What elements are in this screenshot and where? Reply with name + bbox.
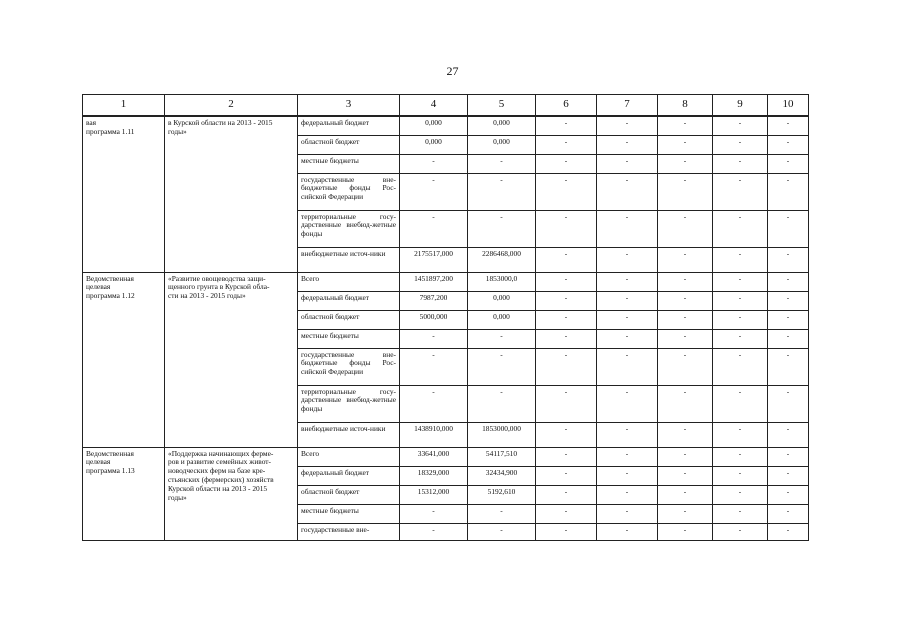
value-cell-empty: - [658,504,713,523]
value-cell-empty: - [713,247,768,272]
value-cell-v5: - [468,504,536,523]
value-cell-empty: - [768,272,809,291]
program-code-cell: вая программа 1.11 [83,116,165,272]
value-cell-v5: 32434,900 [468,466,536,485]
value-cell-empty: - [768,466,809,485]
value-cell-empty: - [768,210,809,247]
value-cell-v5: - [468,348,536,385]
value-cell-v5: - [468,329,536,348]
value-cell-v4: 2175517,000 [400,247,468,272]
column-header: 8 [658,95,713,117]
value-cell-empty: - [713,523,768,540]
value-cell-empty: - [536,154,597,173]
value-cell-empty: - [713,210,768,247]
value-cell-empty: - [658,272,713,291]
value-cell-empty: - [536,447,597,466]
value-cell-v5: - [468,523,536,540]
value-cell-v5: - [468,210,536,247]
value-cell-empty: - [536,348,597,385]
value-cell-empty: - [658,116,713,135]
value-cell-empty: - [658,329,713,348]
value-cell-empty: - [713,485,768,504]
value-cell-empty: - [658,466,713,485]
table-body [83,116,809,540]
value-cell-empty: - [536,523,597,540]
value-cell-empty: - [597,447,658,466]
value-cell-v4: - [400,523,468,540]
value-cell-empty: - [768,116,809,135]
value-cell-v4: - [400,173,468,210]
value-cell-empty: - [597,272,658,291]
column-header: 7 [597,95,658,117]
value-cell-empty: - [658,310,713,329]
funding-source-cell: местные бюджеты [298,504,400,523]
value-cell-v4: 33641,000 [400,447,468,466]
program-name-cell: в Курской области на 2013 - 2015 годы» [165,116,298,272]
funding-source-cell: государственные вне- [298,523,400,540]
value-cell-empty: - [713,466,768,485]
funding-source-cell: местные бюджеты [298,329,400,348]
funding-source-cell: территориальные госу-дарственные внебюд-жетные фонды [298,385,400,422]
value-cell-empty: - [768,135,809,154]
value-cell-empty: - [713,135,768,154]
value-cell-empty: - [768,310,809,329]
value-cell-v4: 0,000 [400,116,468,135]
value-cell-empty: - [713,310,768,329]
value-cell-empty: - [597,291,658,310]
value-cell-empty: - [536,272,597,291]
value-cell-empty: - [597,247,658,272]
funding-source-cell: Всего [298,272,400,291]
value-cell-empty: - [658,210,713,247]
value-cell-empty: - [713,447,768,466]
funding-source-cell: областной бюджет [298,310,400,329]
value-cell-empty: - [658,447,713,466]
funding-source-cell: областной бюджет [298,485,400,504]
value-cell-empty: - [768,291,809,310]
value-cell-empty: - [713,154,768,173]
program-name-cell: «Поддержка начинающих ферме- ров и развитие семейных живот- новодческих ферм на базе кре- стьянских (фермерских) хозяйств Курской области на 2013 - 2015 годы» [165,447,298,540]
funding-source-cell: государственные вне-бюджетные фонды Рос-сийской Федерации [298,173,400,210]
value-cell-v5: - [468,385,536,422]
value-cell-v5: 1853000,000 [468,422,536,447]
value-cell-empty: - [768,523,809,540]
value-cell-empty: - [658,348,713,385]
value-cell-empty: - [597,466,658,485]
value-cell-v5: 5192,610 [468,485,536,504]
value-cell-empty: - [713,348,768,385]
value-cell-empty: - [597,329,658,348]
value-cell-v5: 0,000 [468,135,536,154]
column-header: 9 [713,95,768,117]
value-cell-empty: - [713,116,768,135]
value-cell-v5: 2286468,000 [468,247,536,272]
column-header: 2 [165,95,298,117]
value-cell-v4: 15312,000 [400,485,468,504]
funding-source-cell: местные бюджеты [298,154,400,173]
value-cell-v4: 0,000 [400,135,468,154]
value-cell-empty: - [597,385,658,422]
value-cell-empty: - [536,210,597,247]
value-cell-v4: - [400,348,468,385]
funding-source-cell: федеральный бюджет [298,291,400,310]
value-cell-empty: - [658,385,713,422]
value-cell-empty: - [713,272,768,291]
value-cell-v4: 18329,000 [400,466,468,485]
program-code-cell: Ведомственная целевая программа 1.12 [83,272,165,447]
value-cell-empty: - [658,247,713,272]
table-row [83,447,809,466]
value-cell-empty: - [658,154,713,173]
value-cell-empty: - [768,447,809,466]
value-cell-empty: - [536,173,597,210]
funding-source-cell: федеральный бюджет [298,116,400,135]
value-cell-empty: - [536,466,597,485]
value-cell-empty: - [536,247,597,272]
value-cell-empty: - [713,385,768,422]
value-cell-empty: - [536,329,597,348]
value-cell-empty: - [597,485,658,504]
page-number: 27 [446,64,459,78]
value-cell-empty: - [536,310,597,329]
column-header: 4 [400,95,468,117]
value-cell-v4: 1451897,200 [400,272,468,291]
program-name-cell: «Развитие овощеводства защи- щенного грунта в Курской обла- сти на 2013 - 2015 годы» [165,272,298,447]
column-header: 1 [83,95,165,117]
funding-source-cell: федеральный бюджет [298,466,400,485]
value-cell-empty: - [713,329,768,348]
funding-source-cell: внебюджетные источ-ники [298,247,400,272]
value-cell-v4: - [400,504,468,523]
funding-source-cell: внебюджетные источ-ники [298,422,400,447]
value-cell-empty: - [658,422,713,447]
value-cell-empty: - [768,422,809,447]
value-cell-v4: - [400,329,468,348]
value-cell-empty: - [536,135,597,154]
value-cell-empty: - [713,422,768,447]
column-header: 10 [768,95,809,117]
table-row [83,272,809,291]
program-code-cell: Ведомственная целевая программа 1.13 [83,447,165,540]
value-cell-empty: - [713,173,768,210]
value-cell-empty: - [536,116,597,135]
value-cell-empty: - [597,504,658,523]
value-cell-v4: - [400,385,468,422]
value-cell-empty: - [597,210,658,247]
value-cell-v4: 5000,000 [400,310,468,329]
header-row [83,95,809,117]
value-cell-empty: - [768,247,809,272]
value-cell-empty: - [597,154,658,173]
value-cell-empty: - [597,422,658,447]
funding-source-cell: государственные вне-бюджетные фонды Рос-сийской Федерации [298,348,400,385]
value-cell-v4: 7987,200 [400,291,468,310]
value-cell-v5: 0,000 [468,291,536,310]
funding-source-cell: Всего [298,447,400,466]
value-cell-empty: - [597,348,658,385]
value-cell-v5: 54117,510 [468,447,536,466]
value-cell-empty: - [713,291,768,310]
column-header: 6 [536,95,597,117]
value-cell-v5: 0,000 [468,310,536,329]
value-cell-empty: - [658,485,713,504]
value-cell-v5: 0,000 [468,116,536,135]
value-cell-empty: - [658,291,713,310]
value-cell-empty: - [536,291,597,310]
value-cell-empty: - [597,116,658,135]
value-cell-v4: - [400,210,468,247]
funding-source-cell: территориальные госу-дарственные внебюд-жетные фонды [298,210,400,247]
value-cell-empty: - [597,523,658,540]
table-row [83,116,809,135]
value-cell-empty: - [768,154,809,173]
value-cell-empty: - [536,385,597,422]
value-cell-empty: - [768,173,809,210]
value-cell-empty: - [536,422,597,447]
value-cell-v5: 1853000,0 [468,272,536,291]
value-cell-empty: - [597,135,658,154]
column-header: 5 [468,95,536,117]
value-cell-empty: - [536,504,597,523]
value-cell-empty: - [768,348,809,385]
value-cell-v4: 1438910,000 [400,422,468,447]
value-cell-empty: - [658,135,713,154]
value-cell-v5: - [468,173,536,210]
value-cell-empty: - [768,504,809,523]
column-header: 3 [298,95,400,117]
value-cell-empty: - [597,310,658,329]
value-cell-empty: - [768,485,809,504]
funding-source-cell: областной бюджет [298,135,400,154]
value-cell-empty: - [768,329,809,348]
value-cell-empty: - [768,385,809,422]
value-cell-empty: - [597,173,658,210]
value-cell-v5: - [468,154,536,173]
budget-table [82,94,809,541]
value-cell-empty: - [713,504,768,523]
value-cell-empty: - [658,173,713,210]
value-cell-empty: - [658,523,713,540]
value-cell-empty: - [536,485,597,504]
value-cell-v4: - [400,154,468,173]
